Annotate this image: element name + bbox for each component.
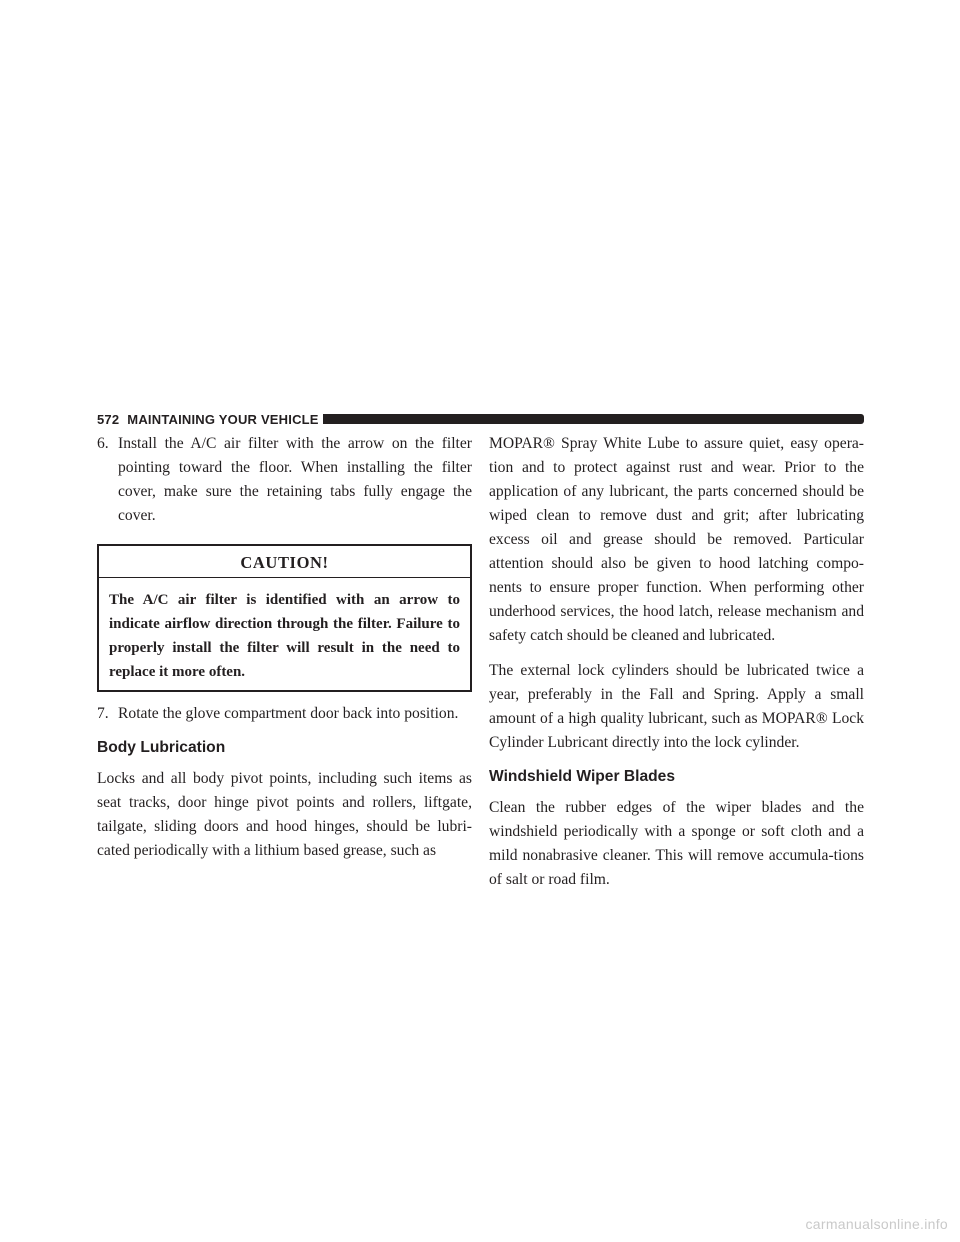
- wiper-blades-paragraph: Clean the rubber edges of the wiper blades and the windshield periodically with a sponge or soft cloth and a mild nonabrasive cleaner. This will remove accumula-tions of salt or road film.: [489, 799, 864, 888]
- lock-cylinders-paragraph: The external lock cylinders should be lubricated twice a year, preferably in the Fall and Spring. Apply a small amount of a high quality lubricant, such as MOPAR® Lock Cylinder Lubricant directly into the lock cylinder.: [489, 662, 864, 751]
- step-7-number: 7.: [97, 705, 109, 722]
- step-7: [97, 702, 472, 726]
- wiper-blades-heading: Windshield Wiper Blades: [489, 768, 676, 785]
- lubrication-continued-paragraph: MOPAR® Spray White Lube to assure quiet, easy opera-tion and to protect against rust and wear. Prior to the application of any lubricant, the parts concerned should be wiped clean to remove dust and grit; after lubricating excess oil and grease should be removed. Particular attention should also be given to hood latching compo-nents to ensure proper function. When performing other underhood services, the hood latch, release mechanism and safety catch should be cleaned and lubricated.: [489, 435, 864, 644]
- step-7-text: Rotate the glove compartment door back into position.: [118, 705, 459, 722]
- caution-text: The A/C air filter is identified with an arrow to indicate airflow direction through the filter. Failure to properly install the filter will result in the need to replace it more often.: [109, 592, 460, 680]
- site-watermark: carmanualsonline.info: [805, 1216, 948, 1232]
- page-number: 572: [97, 411, 120, 427]
- body-lubrication-heading: Body Lubrication: [97, 739, 226, 756]
- right-column: [489, 432, 864, 903]
- step-6-number: 6.: [97, 435, 109, 452]
- section-title: MAINTAINING YOUR VEHICLE: [127, 411, 319, 427]
- caution-title: CAUTION!: [99, 546, 470, 578]
- header-rule: [323, 414, 864, 424]
- running-header: [97, 412, 319, 427]
- step-6: [97, 432, 472, 528]
- caution-box: [97, 544, 472, 692]
- step-6-text: Install the A/C air filter with the arrow on the filter pointing toward the floor. When installing the filter cover, make sure the retaining tabs fully engage the cover.: [118, 435, 472, 524]
- page-header: [97, 410, 864, 428]
- left-column: [97, 432, 472, 874]
- body-lubrication-paragraph: Locks and all body pivot points, including such items as seat tracks, door hinge pivot points and rollers, liftgate, tailgate, sliding doors and hood hinges, should be lubri-cated periodically with a lithium based grease, such as: [97, 770, 472, 859]
